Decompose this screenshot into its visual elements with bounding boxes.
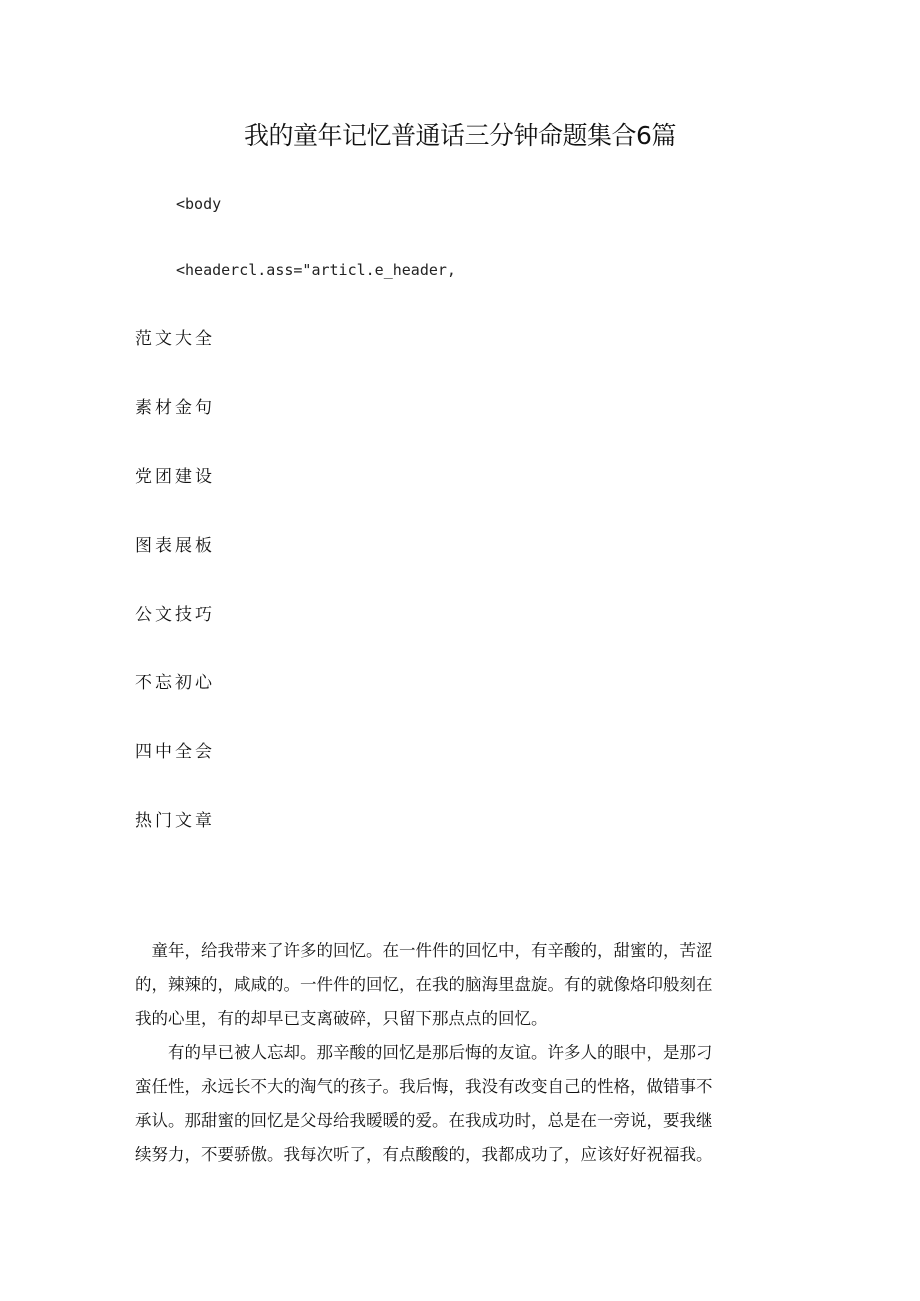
code-line-header-tag: <headercl.ass="articl.e_header, [176,261,456,279]
nav-item-tubiao-zhanban[interactable]: 图表展板 [135,536,215,556]
document-title: 我的童年记忆普通话三分钟命题集合6篇 [244,121,676,150]
nav-item-buwang-chuxin[interactable]: 不忘初心 [135,673,215,693]
paragraph-line: 的，辣辣的，咸咸的。一件件的回忆，在我的脑海里盘旋。有的就像烙印般刻在 [135,975,713,994]
paragraph-line: 续努力，不要骄傲。我每次听了，有点酸酸的，我都成功了，应该好好祝福我。 [135,1145,713,1164]
paragraph-line: 承认。那甜蜜的回忆是父母给我暧暖的爱。在我成功时，总是在一旁说，要我继 [135,1111,713,1130]
nav-item-gongwen-jiqiao[interactable]: 公文技巧 [135,605,215,625]
nav-item-sizhong-quanhui[interactable]: 四中全会 [135,742,215,762]
paragraph-line: 有的早已被人忘却。那辛酸的回忆是那后悔的友谊。许多人的眼中，是那刁 [135,1043,713,1062]
nav-item-sucai-jinju[interactable]: 素材金句 [135,398,215,418]
paragraph-line: 童年，给我带来了许多的回忆。在一件件的回忆中，有辛酸的，甜蜜的，苦涩 [135,941,713,960]
paragraph-line: 蛮任性，永远长不大的淘气的孩子。我后悔，我没有改变自己的性格，做错事不 [135,1077,713,1096]
nav-item-fanwen-daquan[interactable]: 范文大全 [135,329,215,349]
nav-item-dangtuan-jianshe[interactable]: 党团建设 [135,467,215,487]
nav-item-remen-wenzhang[interactable]: 热门文章 [135,811,215,831]
paragraph-line: 我的心里，有的却早已支离破碎，只留下那点点的回忆。 [135,1009,548,1028]
code-line-body-tag: <body [176,195,222,213]
